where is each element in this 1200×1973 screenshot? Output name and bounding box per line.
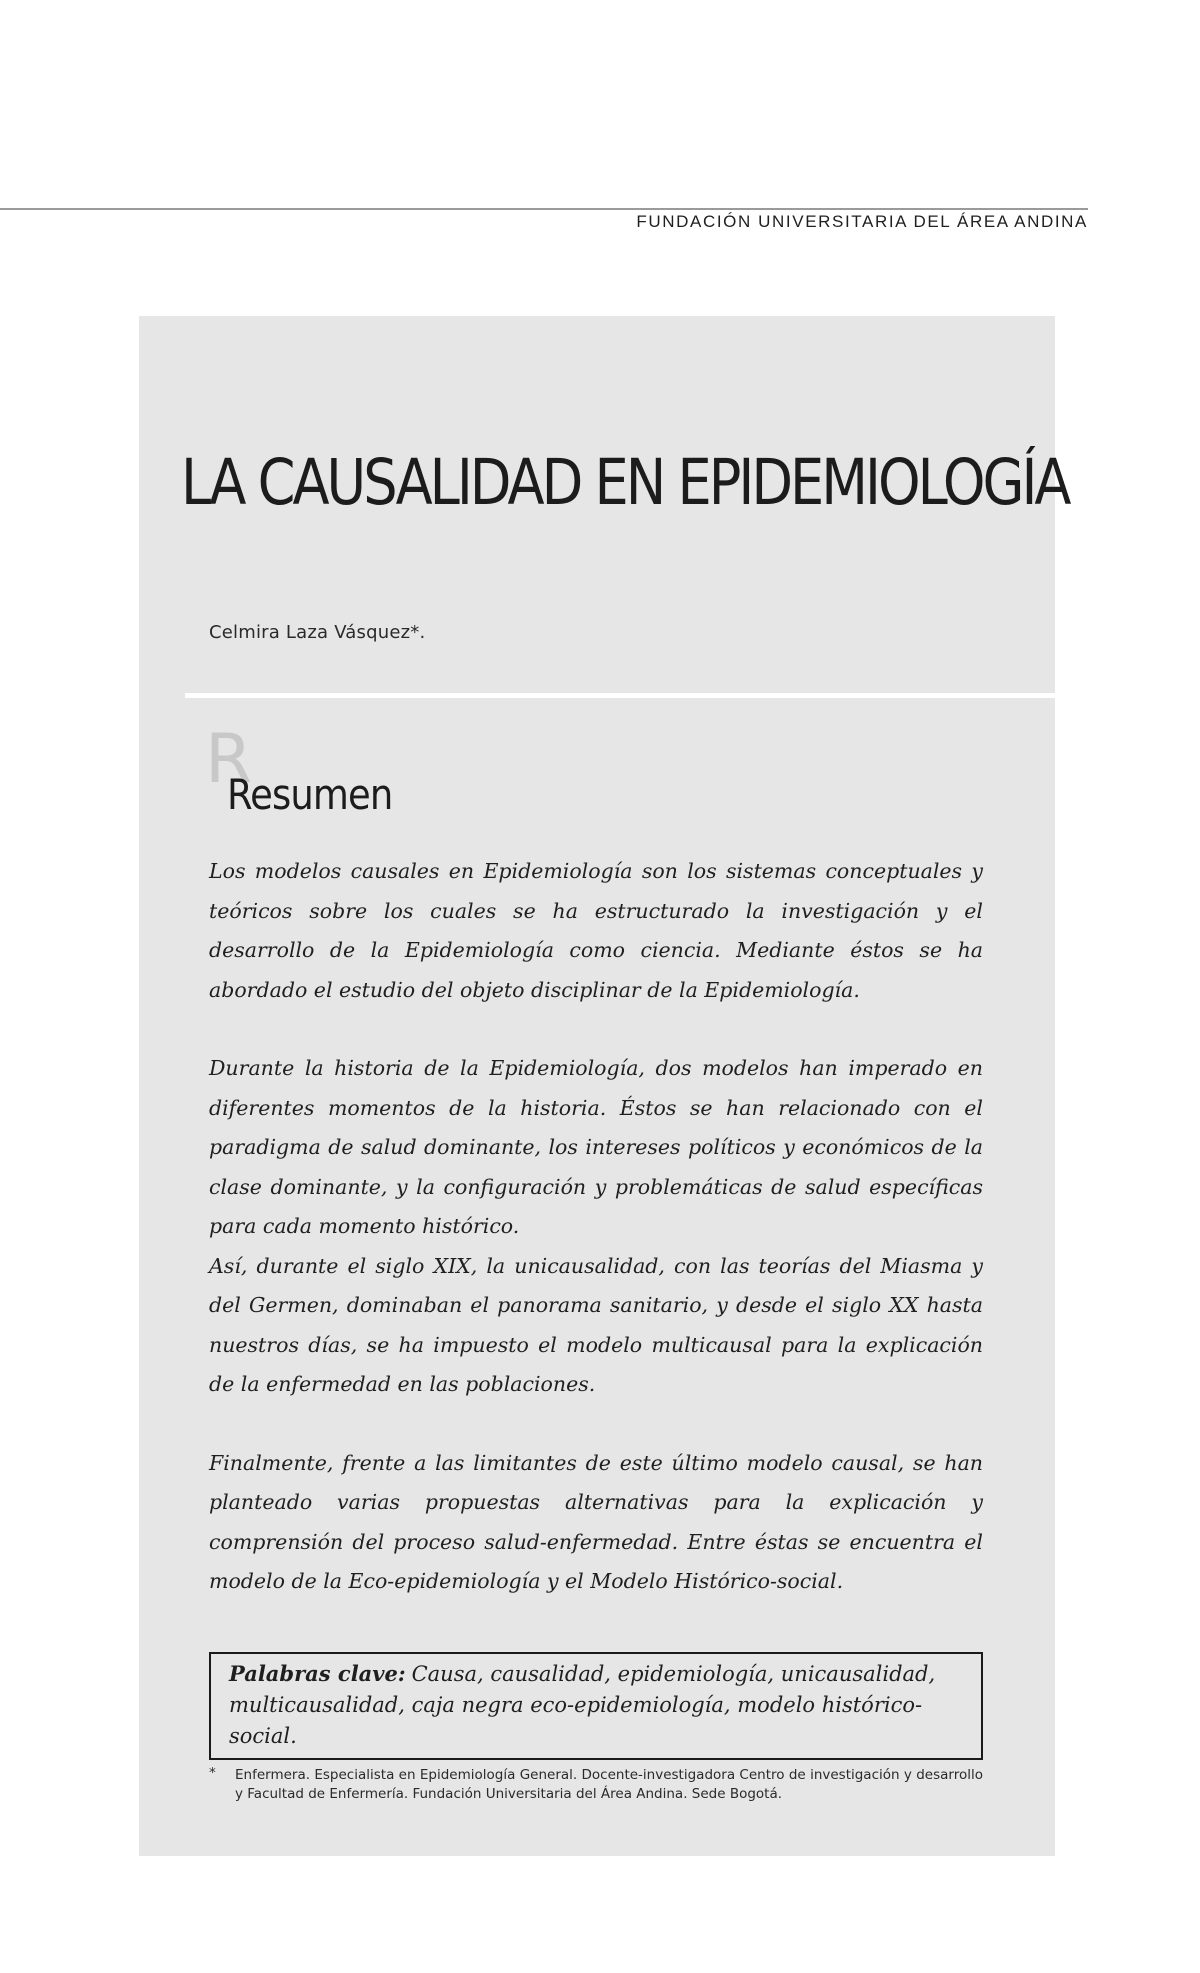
institution-name: FUNDACIÓN UNIVERSITARIA DEL ÁREA ANDINA: [636, 212, 1088, 231]
section-dropcap: R: [205, 720, 253, 799]
abstract-paragraph: Durante la historia de la Epidemiología, dos modelos han imperado en diferentes momentos de la historia. Éstos se han relacionado con el paradigma de salud dominante, los intereses políticos y económicos de la clase dominante, y la configuración y problemáticas de salud específicas para cada momento histórico.: [209, 1056, 983, 1238]
abstract-paragraph: Así, durante el siglo XIX, la unicausalidad, con las teorías del Miasma y del Germen, dominaban el panorama sanitario, y desde el siglo XX hasta nuestros días, se ha impuesto el modelo multicausal para la explicación de la enfermedad en las poblaciones.: [209, 1253, 983, 1396]
header-rule: [0, 208, 1088, 210]
article-panel: [139, 316, 1069, 1856]
section-divider: [185, 693, 1055, 698]
abstract: [209, 852, 983, 1602]
keywords-label: Palabras clave:: [229, 1661, 406, 1686]
footnote-mark: *: [209, 1765, 216, 1781]
abstract-paragraph: Finalmente, frente a las limitantes de este último modelo causal, se han planteado varias propuestas alternativas para la explicación y comprensión del proceso salud-enfermedad. Entre éstas se encuentra el modelo de la Eco-epidemiología y el Modelo Histórico-social.: [209, 1450, 983, 1593]
author-footnote: [209, 1766, 983, 1804]
abstract-paragraph: Los modelos causales en Epidemiología son los sistemas conceptuales y teóricos sobre los cuales se ha estructurado la investigación y el desarrollo de la Epidemiología como ciencia. Mediante éstos se ha abordado el estudio del objeto disciplinar de la Epidemiología.: [209, 859, 983, 1002]
keywords-box: [209, 1652, 983, 1760]
article-title: LA CAUSALIDAD EN EPIDEMIOLOGÍA: [181, 446, 1069, 519]
footnote-text: Enfermera. Especialista en Epidemiología General. Docente-investigadora Centro de investigación y desarrollo y Facultad de Enfermería. Fundación Universitaria del Área Andina. Sede Bogotá.: [235, 1767, 983, 1802]
section-heading: Resumen: [227, 770, 393, 819]
article-author: Celmira Laza Vásquez*.: [209, 622, 426, 643]
keywords-text: Causa, causalidad, epidemiología, unicausalidad, multicausalidad, caja negra eco-epidemiología, modelo histórico-social.: [229, 1662, 936, 1748]
